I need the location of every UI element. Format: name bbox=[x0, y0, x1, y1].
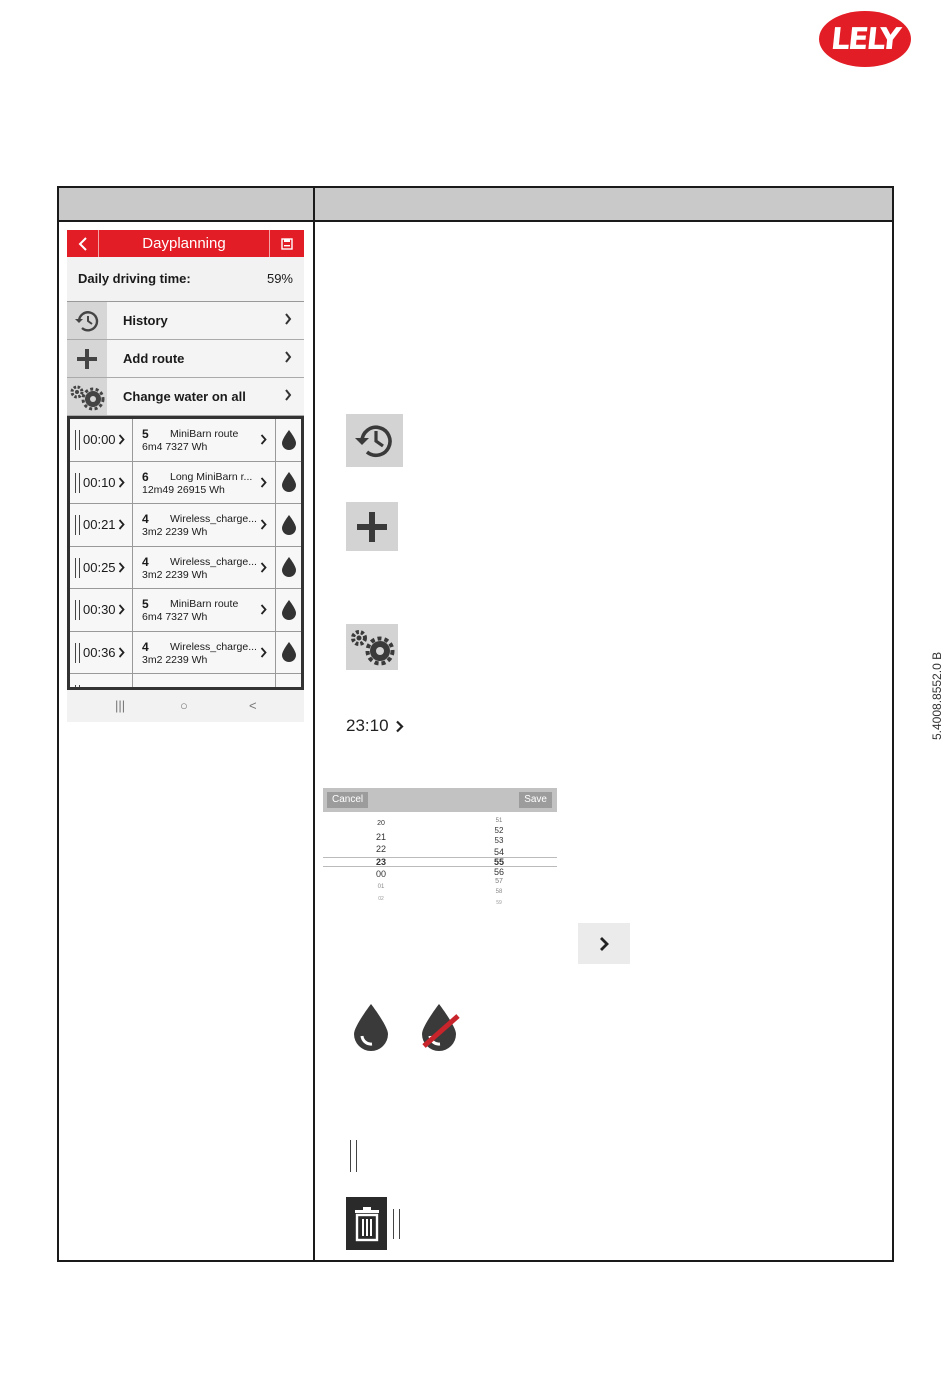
hour-option: 01 bbox=[377, 883, 385, 890]
drag-handle-icon[interactable] bbox=[75, 643, 80, 663]
home-button[interactable]: ○ bbox=[180, 698, 188, 713]
chevron-right-icon bbox=[284, 389, 292, 401]
minute-option-selected: 55 bbox=[493, 856, 504, 867]
table-header-row bbox=[59, 188, 892, 222]
chevron-right-icon bbox=[284, 313, 292, 325]
water-toggle[interactable] bbox=[275, 674, 301, 690]
route-meta: 3m2 2239 Wh bbox=[142, 653, 208, 666]
time-picker-screenshot bbox=[323, 788, 557, 906]
gears-icon bbox=[67, 378, 107, 415]
drag-handle-icon[interactable] bbox=[75, 515, 80, 535]
route-meta: 3m2 2239 Wh bbox=[142, 568, 208, 581]
screen-title: Dayplanning bbox=[142, 235, 226, 252]
water-toggle[interactable] bbox=[275, 589, 301, 631]
drag-handle-icon[interactable] bbox=[75, 558, 80, 578]
hour-option: 00 bbox=[375, 869, 386, 879]
hour-option: 02 bbox=[378, 896, 384, 902]
hour-option-selected: 23 bbox=[375, 856, 386, 867]
route-number: 5 bbox=[142, 427, 149, 441]
route-time: 00:00 bbox=[83, 432, 116, 447]
driving-time-value: 59% bbox=[266, 271, 293, 286]
picker-selection-band bbox=[323, 857, 557, 867]
water-drop-icon bbox=[281, 556, 297, 578]
save-button[interactable] bbox=[269, 230, 304, 257]
chevron-right-icon[interactable] bbox=[260, 434, 267, 445]
route-name: Wireless_charge... bbox=[170, 555, 257, 568]
water-drop-icon bbox=[281, 429, 297, 451]
chevron-right-icon bbox=[118, 562, 125, 573]
chevron-right-icon[interactable] bbox=[260, 519, 267, 530]
hour-option: 20 bbox=[377, 820, 385, 827]
route-row-partial[interactable] bbox=[70, 674, 301, 690]
history-icon bbox=[346, 414, 403, 467]
route-row[interactable] bbox=[70, 547, 301, 590]
time-example-value: 23:10 bbox=[346, 716, 389, 735]
chevron-left-icon bbox=[77, 236, 89, 252]
route-number: 5 bbox=[142, 597, 149, 611]
route-name: Wireless_charge... bbox=[170, 513, 257, 525]
chevron-right-icon[interactable] bbox=[260, 647, 267, 658]
route-name: Long MiniBarn r... bbox=[170, 470, 253, 483]
drag-handle-icon[interactable] bbox=[75, 473, 80, 493]
route-meta: 3m2 2239 Wh bbox=[142, 526, 208, 538]
route-number: 6 bbox=[142, 469, 149, 484]
water-on-icon bbox=[350, 1002, 392, 1052]
menu-change-water[interactable] bbox=[67, 378, 304, 416]
chevron-right-icon bbox=[118, 519, 125, 530]
minute-option: 57 bbox=[495, 878, 503, 886]
route-time-cell[interactable] bbox=[70, 674, 133, 690]
water-toggle[interactable] bbox=[275, 547, 301, 589]
hour-option: 22 bbox=[375, 844, 386, 854]
history-icon bbox=[67, 302, 107, 339]
time-button-example bbox=[346, 716, 404, 736]
chevron-right-icon bbox=[118, 604, 125, 615]
route-meta: 6m4 7327 Wh bbox=[142, 441, 208, 453]
route-meta: 12m49 26915 Wh bbox=[142, 483, 225, 496]
menu-history[interactable] bbox=[67, 302, 304, 340]
route-row[interactable] bbox=[70, 632, 301, 675]
route-time: 00:30 bbox=[83, 602, 116, 617]
water-drop-icon bbox=[281, 514, 297, 536]
trash-icon bbox=[346, 1197, 387, 1250]
route-time: 00:25 bbox=[83, 559, 116, 575]
route-name: Wireless_charge... bbox=[170, 640, 257, 653]
route-time-cell[interactable] bbox=[70, 419, 133, 461]
minute-option: 53 bbox=[494, 836, 504, 846]
picker-save-button[interactable]: Save bbox=[519, 792, 552, 808]
minute-option: 59 bbox=[496, 899, 502, 906]
logo-text: LELY bbox=[829, 21, 901, 57]
save-icon bbox=[281, 238, 293, 250]
route-row[interactable] bbox=[70, 504, 301, 547]
minute-option: 51 bbox=[495, 818, 503, 824]
minute-option: 56 bbox=[493, 867, 504, 878]
route-time-cell[interactable] bbox=[70, 504, 133, 546]
water-toggle[interactable] bbox=[275, 462, 301, 504]
chevron-right-icon[interactable] bbox=[260, 562, 267, 573]
driving-time-row bbox=[67, 257, 304, 302]
route-number: 4 bbox=[142, 639, 149, 654]
route-row[interactable] bbox=[70, 462, 301, 505]
menu-label: Add route bbox=[123, 351, 185, 366]
chevron-right-icon bbox=[284, 351, 292, 363]
driving-time-label: Daily driving time: bbox=[78, 271, 191, 286]
chevron-right-icon bbox=[395, 720, 404, 733]
document-code: 5.4008.8552.0 B bbox=[930, 651, 944, 740]
dayplanning-screenshot bbox=[67, 230, 304, 722]
chevron-right-icon[interactable] bbox=[260, 477, 267, 488]
hour-option: 21 bbox=[375, 831, 386, 842]
chevron-right-icon bbox=[598, 936, 610, 952]
gears-icon bbox=[346, 624, 398, 670]
route-row[interactable] bbox=[70, 589, 301, 632]
route-row[interactable] bbox=[70, 419, 301, 462]
drag-handle-icon bbox=[393, 1209, 400, 1239]
chevron-right-icon[interactable] bbox=[260, 604, 267, 615]
route-time: 00:36 bbox=[83, 644, 116, 660]
route-time-cell[interactable] bbox=[70, 632, 133, 674]
minute-option: 52 bbox=[494, 826, 504, 836]
route-name: MiniBarn route bbox=[170, 598, 239, 610]
chevron-right-button-example bbox=[578, 923, 630, 964]
route-list bbox=[67, 416, 304, 690]
back-button[interactable] bbox=[67, 230, 99, 257]
minute-option: 54 bbox=[493, 846, 504, 857]
route-time-cell[interactable] bbox=[70, 547, 133, 589]
water-drop-icon bbox=[281, 471, 297, 493]
water-off-icon bbox=[418, 1002, 462, 1052]
menu-add-route[interactable] bbox=[67, 340, 304, 378]
hour-column[interactable] bbox=[369, 818, 393, 906]
plus-icon bbox=[346, 502, 398, 551]
water-toggle[interactable] bbox=[275, 419, 301, 461]
water-drop-icon bbox=[281, 641, 297, 663]
route-time-cell[interactable] bbox=[70, 589, 133, 631]
route-time: 00:21 bbox=[83, 517, 116, 532]
route-time: 00:10 bbox=[83, 474, 116, 490]
menu-label: History bbox=[123, 313, 168, 328]
minute-column[interactable] bbox=[487, 816, 511, 908]
route-time-cell[interactable] bbox=[70, 462, 133, 504]
android-nav-bar bbox=[67, 690, 304, 722]
column-divider bbox=[313, 188, 315, 1260]
nav-back-button[interactable]: < bbox=[249, 698, 257, 713]
route-number: 4 bbox=[142, 554, 149, 569]
route-number: 4 bbox=[142, 512, 149, 526]
chevron-right-icon bbox=[118, 647, 125, 658]
picker-cancel-button[interactable]: Cancel bbox=[327, 792, 368, 808]
chevron-right-icon bbox=[118, 477, 125, 488]
drag-handle-icon bbox=[350, 1140, 357, 1172]
recent-apps-button[interactable]: ||| bbox=[115, 698, 126, 713]
chevron-right-icon bbox=[118, 434, 125, 445]
water-toggle[interactable] bbox=[275, 504, 301, 546]
minute-option: 58 bbox=[495, 889, 503, 896]
water-toggle[interactable] bbox=[275, 632, 301, 674]
route-meta: 6m4 7327 Wh bbox=[142, 611, 208, 623]
app-header bbox=[67, 230, 304, 257]
drag-handle-icon[interactable] bbox=[75, 600, 80, 620]
plus-icon bbox=[67, 340, 107, 377]
route-name: MiniBarn route bbox=[170, 428, 239, 440]
menu-label: Change water on all bbox=[123, 389, 246, 404]
lely-logo bbox=[818, 10, 912, 68]
drag-handle-icon[interactable] bbox=[75, 430, 80, 450]
water-drop-icon bbox=[281, 599, 297, 621]
